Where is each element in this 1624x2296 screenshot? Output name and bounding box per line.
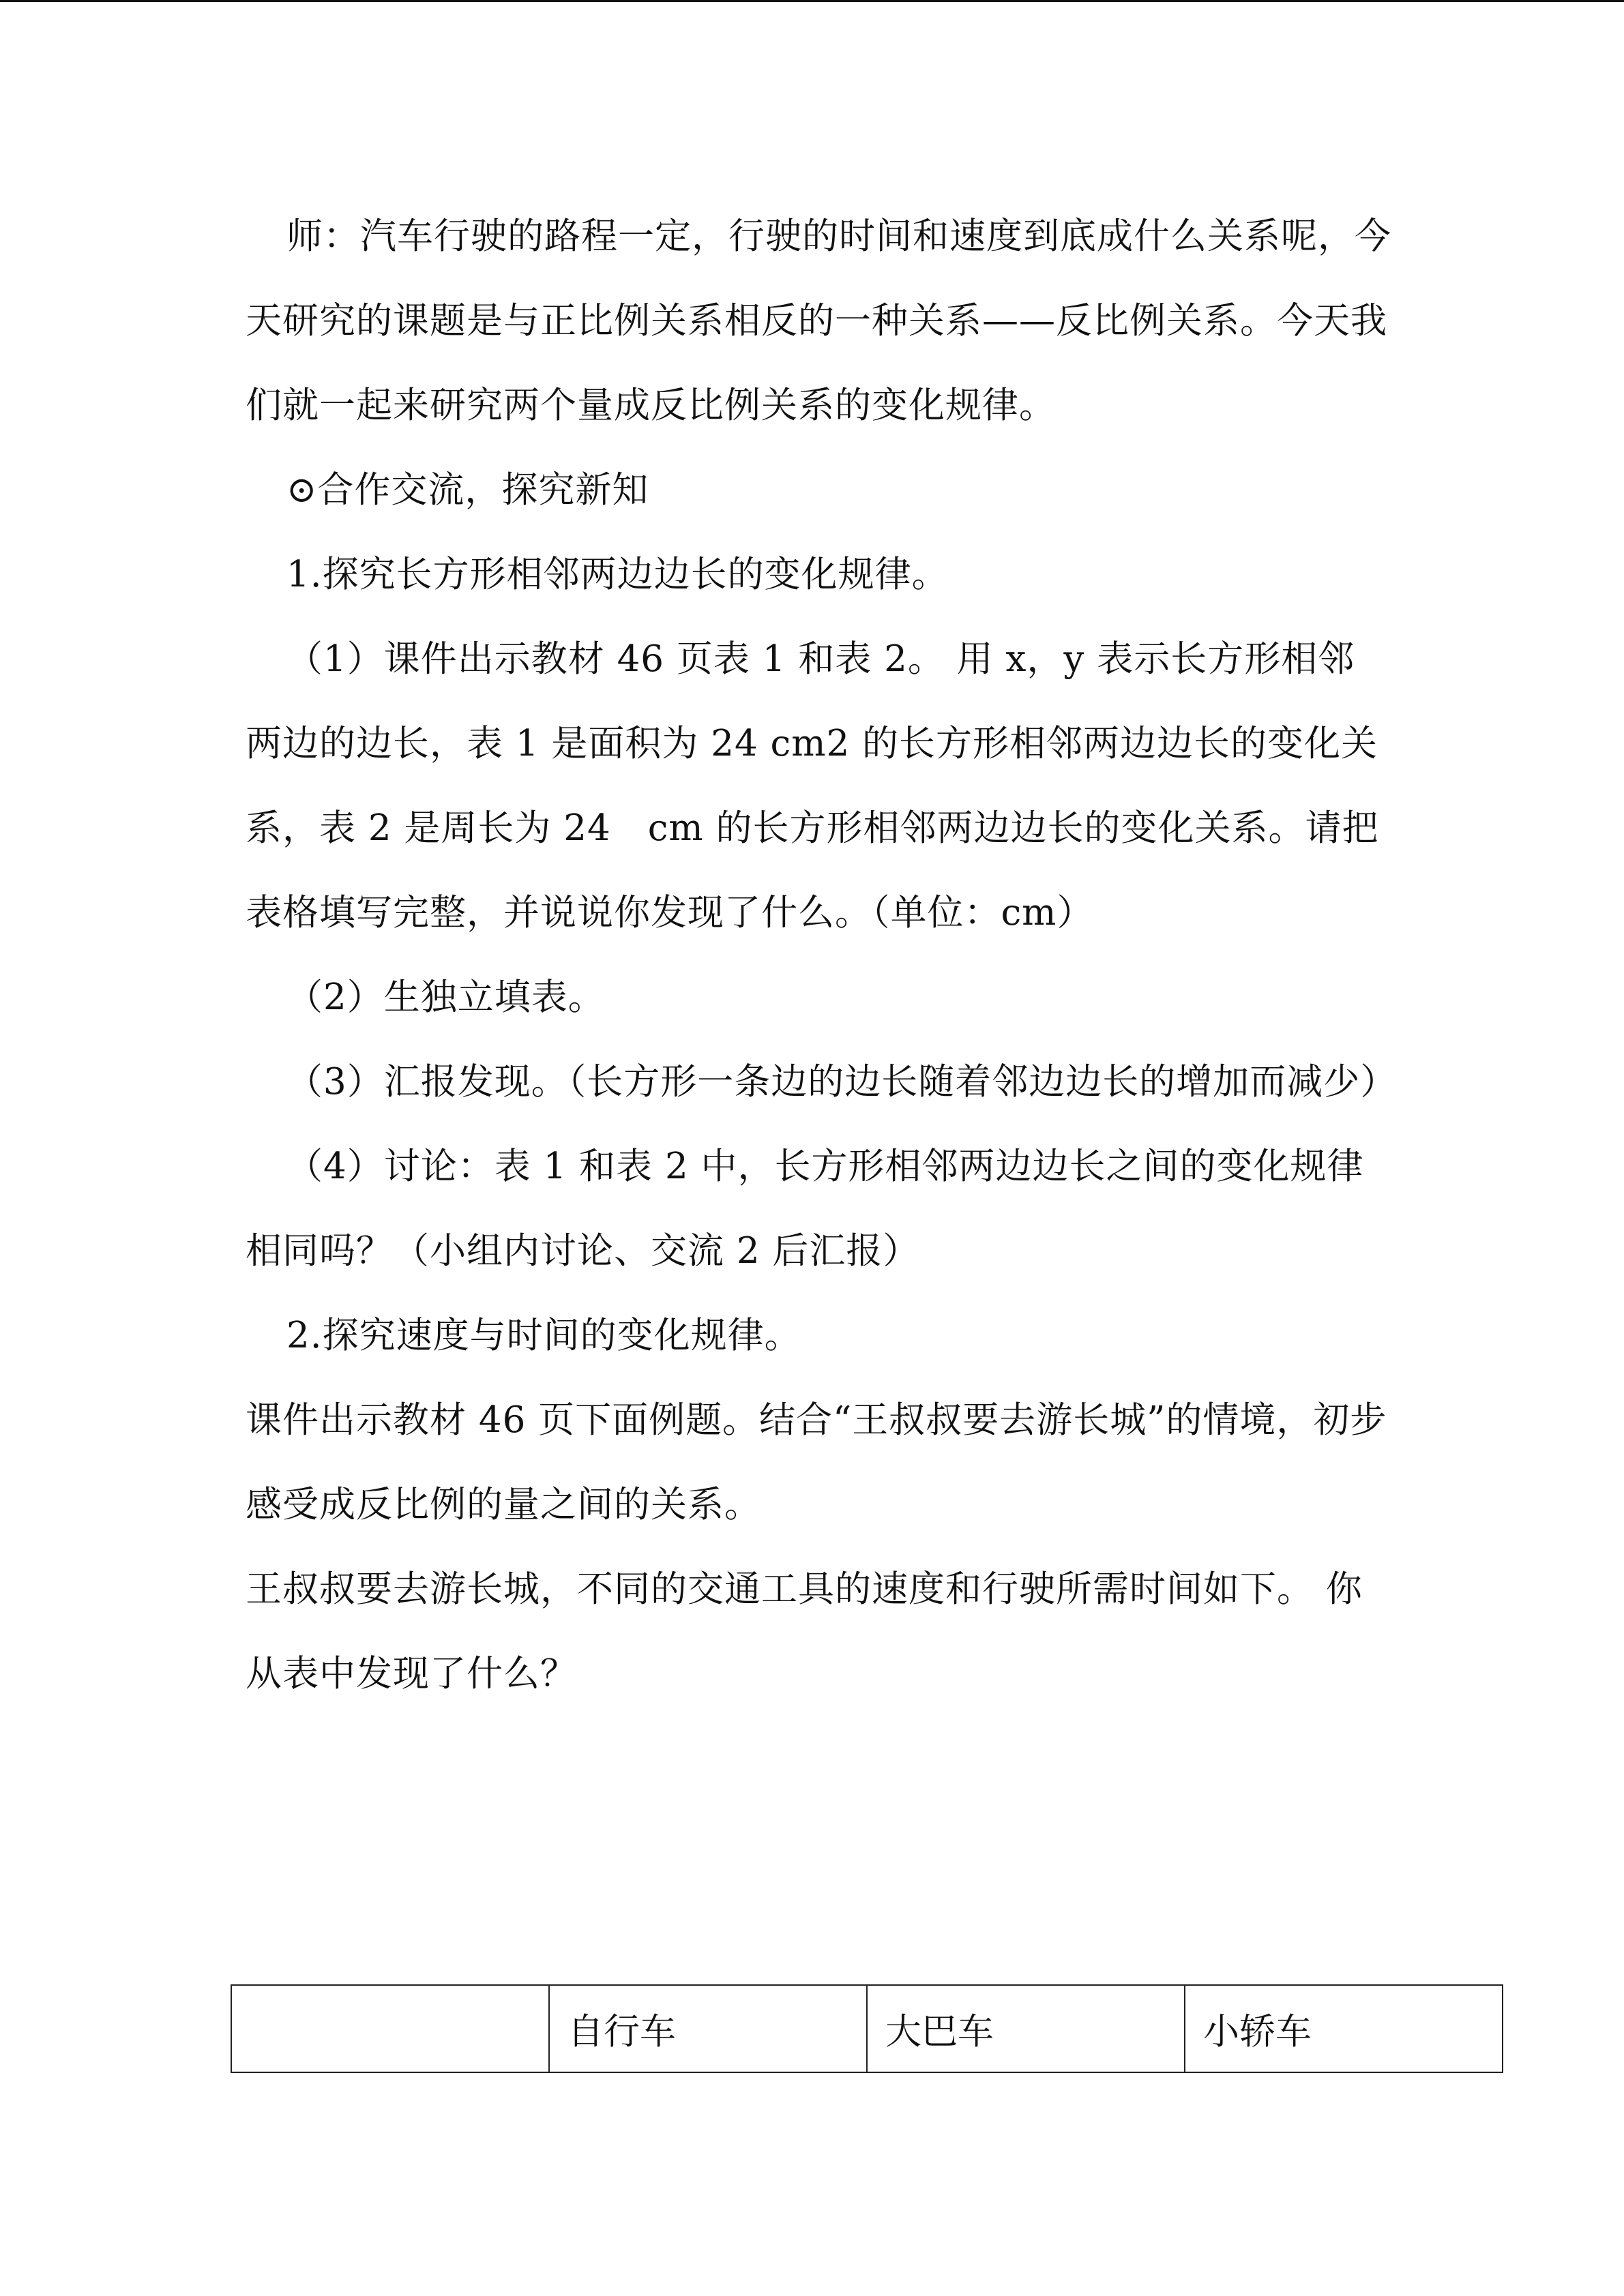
- step-1-item-1: （1）课件出示教材 46 页表 1 和表 2。 用 x，y 表示长方形相邻两边的边长，表 1 是面积为 24 cm2 的长方形相邻两边边长的变化关系，表 2 是周长为 24 cm 的长方形相邻两边边长的变化关系。请把表格填写完整，并说说你发现了什么。（单位：cm）: [246, 638, 1379, 934]
- step-2-question: 王叔叔要去游长城，不同的交通工具的速度和行驶所需时间如下。 你从表中发现了什么？: [246, 1568, 1363, 1695]
- step-1-heading: 1.探究长方形相邻两边边长的变化规律。: [286, 554, 949, 595]
- table-header-row: [231, 1985, 1503, 2072]
- paragraph-teacher-intro: 师：汽车行驶的路程一定，行驶的时间和速度到底成什么关系呢，今天研究的课题是与正比例关系相反的一种关系——反比例关系。今天我们就一起来研究两个量成反比例关系的变化规律。: [246, 215, 1391, 426]
- vehicle-table: [231, 1984, 1503, 2073]
- table-cell-car: 小轿车: [1185, 1985, 1503, 2072]
- table-cell-bus: 大巴车: [867, 1985, 1185, 2072]
- page-top-border: [0, 0, 1624, 2]
- table-cell-bicycle: 自行车: [549, 1985, 867, 2072]
- step-2-heading: 2.探究速度与时间的变化规律。: [286, 1315, 801, 1356]
- section-heading-cooperation: ⊙合作交流，探究新知: [286, 469, 649, 511]
- step-1-item-4: （4）讨论：表 1 和表 2 中，长方形相邻两边边长之间的变化规律相同吗？（小组内讨论、交流 2 后汇报）: [246, 1146, 1364, 1272]
- table-cell-empty: [231, 1985, 549, 2072]
- step-2-courseware: 课件出示教材 46 页下面例题。结合“王叔叔要去游长城”的情境，初步感受成反比例的量之间的关系。: [246, 1399, 1387, 1525]
- document-body: [246, 194, 1398, 1716]
- step-1-item-3: （3）汇报发现。（长方形一条边的边长随着邻边边长的增加而减少）: [286, 1061, 1398, 1103]
- step-1-item-2: （2）生独立填表。: [286, 976, 605, 1018]
